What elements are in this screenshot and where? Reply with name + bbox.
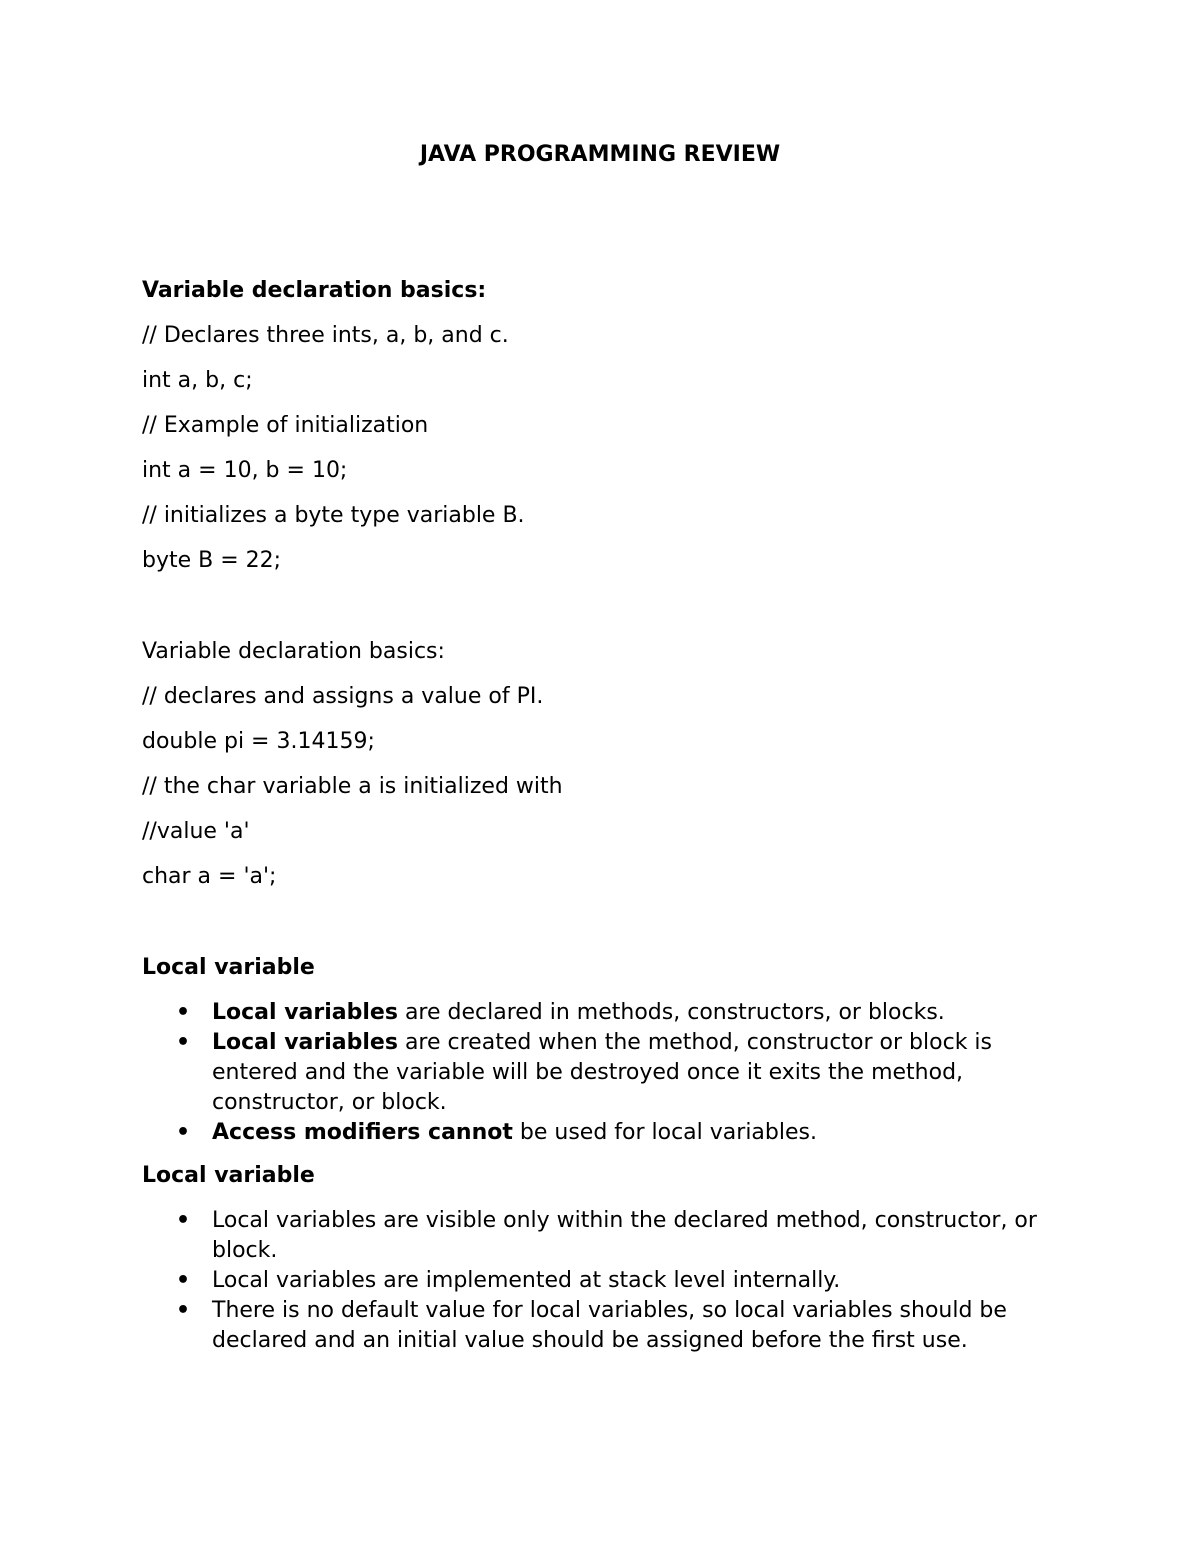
code-line: double pi = 3.14159; bbox=[142, 729, 375, 754]
code-line: byte B = 22; bbox=[142, 548, 282, 573]
list-item-text: be used for local variables. bbox=[512, 1120, 817, 1145]
list-item bbox=[142, 1266, 1082, 1296]
bold-term: Local variables bbox=[212, 1030, 398, 1055]
code-line: int a, b, c; bbox=[142, 368, 253, 393]
list-item bbox=[142, 1206, 1082, 1266]
list-item-text: Local variables are visible only within the declared method, constructor, or block. bbox=[212, 1208, 1037, 1263]
code-comment-line: //value 'a' bbox=[142, 819, 250, 844]
list-item-text: Local variables are implemented at stack level internally. bbox=[212, 1268, 841, 1293]
code-comment-line: // declares and assigns a value of PI. bbox=[142, 684, 544, 709]
code-comment-line: // Example of initialization bbox=[142, 413, 429, 438]
bullet-icon: • bbox=[176, 1000, 191, 1025]
bullet-icon: • bbox=[176, 1030, 191, 1055]
bold-term: Local variables bbox=[212, 1000, 398, 1025]
list-item-text: are created when the method, constructor or block is entered and the variable will be destroyed once it exits the method, constructor, or block. bbox=[212, 1030, 992, 1115]
section-heading: Variable declaration basics: bbox=[142, 278, 487, 303]
bullet-list bbox=[142, 998, 1082, 1148]
code-comment-line: // initializes a byte type variable B. bbox=[142, 503, 525, 528]
bullet-icon: • bbox=[176, 1298, 191, 1323]
section-heading: Local variable bbox=[142, 1163, 315, 1188]
section-heading: Local variable bbox=[142, 955, 315, 980]
bullet-icon: • bbox=[176, 1120, 191, 1145]
list-item bbox=[142, 998, 1082, 1028]
bullet-icon: • bbox=[176, 1268, 191, 1293]
code-line: int a = 10, b = 10; bbox=[142, 458, 348, 483]
list-item bbox=[142, 1118, 1082, 1148]
code-line: char a = 'a'; bbox=[142, 864, 277, 889]
code-comment-line: // the char variable a is initialized with bbox=[142, 774, 563, 799]
list-item-text: are declared in methods, constructors, or blocks. bbox=[397, 1000, 945, 1025]
list-item bbox=[142, 1296, 1082, 1356]
bullet-list bbox=[142, 1206, 1082, 1356]
code-comment-line: // Declares three ints, a, b, and c. bbox=[142, 323, 509, 348]
list-item-text: There is no default value for local variables, so local variables should be declared and an initial value should be assigned before the first use. bbox=[212, 1298, 1007, 1353]
section-heading: Variable declaration basics: bbox=[142, 639, 445, 664]
bold-term: Access modifiers cannot bbox=[212, 1120, 513, 1145]
list-item bbox=[142, 1028, 1082, 1118]
bullet-icon: • bbox=[176, 1208, 191, 1233]
document-title: JAVA PROGRAMMING REVIEW bbox=[419, 142, 781, 167]
